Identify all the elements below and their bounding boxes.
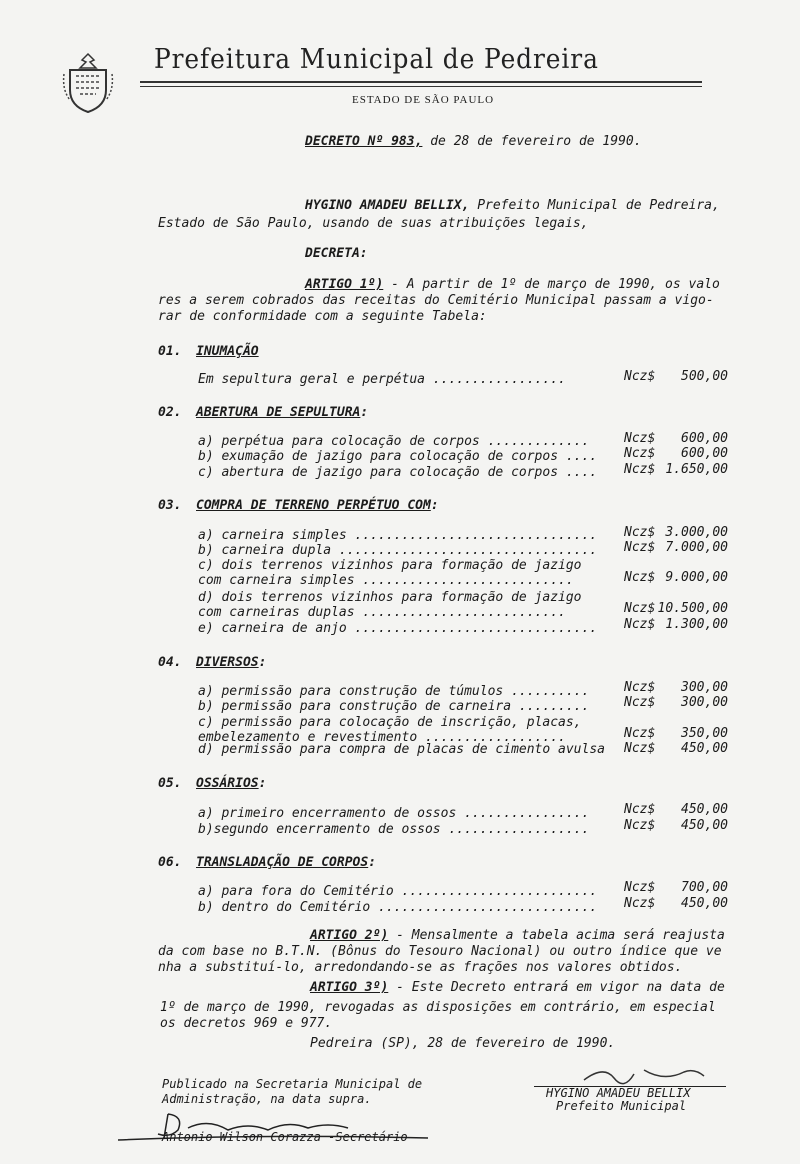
amount-value: 300,00 [681, 680, 728, 695]
currency-label: Ncz$ [624, 570, 656, 585]
section-title: DIVERSOS [196, 655, 259, 670]
currency-label: Ncz$ [624, 880, 656, 895]
table-row: a) para fora do Cemitério ......................... [198, 884, 598, 899]
currency-label: Ncz$ [624, 726, 656, 741]
title-rule [140, 81, 702, 83]
table-row: a) permissão para construção de túmulos .......... [198, 684, 590, 699]
amount-value: 600,00 [681, 431, 728, 446]
publication-line-1: Publicado na Secretaria Municipal de [162, 1077, 423, 1091]
intro-line-1 [305, 198, 720, 213]
place-date: Pedreira (SP), 28 de fevereiro de 1990. [310, 1036, 616, 1051]
artigo-3-line-2: 1º de março de 1990, revogadas as disposições em contrário, em especial [160, 1000, 716, 1015]
currency-label: Ncz$ [624, 446, 656, 461]
table-row: embelezamento e revestimento .................. [198, 730, 566, 745]
decreta-heading: DECRETA: [305, 246, 368, 261]
table-row: a) primeiro encerramento de ossos ................ [198, 806, 590, 821]
currency-label: Ncz$ [624, 525, 656, 540]
currency-label: Ncz$ [624, 540, 656, 555]
table-row: c) abertura de jazigo para colocação de corpos .... [198, 465, 598, 480]
table-row: Em sepultura geral e perpétua ................. [198, 372, 566, 387]
amount-value: 7.000,00 [665, 540, 728, 555]
artigo-3-line-1 [310, 980, 725, 995]
section-02-heading: 02. ABERTURA DE SEPULTURA: [158, 405, 369, 420]
mayor-name-signature: HYGINO AMADEU BELLIX [546, 1086, 691, 1100]
decree-number: DECRETO Nº 983, [305, 134, 423, 149]
intro-text: Prefeito Municipal de Pedreira, [477, 198, 720, 213]
amount-value: 500,00 [681, 369, 728, 384]
amount-value: 700,00 [681, 880, 728, 895]
section-number: 04. [158, 655, 182, 670]
table-row: c) permissão para colocação de inscrição, placas, [198, 715, 582, 730]
section-03-heading: 03. COMPRA DE TERRENO PERPÉTUO COM: [158, 498, 439, 513]
amount-value: 1.300,00 [665, 617, 728, 632]
currency-label: Ncz$ [624, 617, 656, 632]
mayor-role: Prefeito Municipal [556, 1099, 687, 1113]
decree-line [305, 134, 642, 149]
table-row: b) dentro do Cemitério ............................ [198, 900, 598, 915]
amount-value: 350,00 [681, 726, 728, 741]
title-rule-thin [140, 86, 702, 87]
amount-value: 10.500,00 [657, 601, 728, 616]
state-subtitle: ESTADO DE SÃO PAULO [352, 94, 495, 106]
amount-value: 450,00 [681, 741, 728, 756]
section-title: OSSÁRIOS [196, 776, 259, 791]
table-row: d) dois terrenos vizinhos para formação de jazigo [198, 590, 582, 605]
artigo-3-label: ARTIGO 3º) [310, 980, 389, 995]
table-row: e) carneira de anjo ............................... [198, 621, 598, 636]
currency-label: Ncz$ [624, 680, 656, 695]
section-title: ABERTURA DE SEPULTURA [196, 405, 361, 420]
artigo-2-line-1 [310, 928, 725, 943]
table-row: d) permissão para compra de placas de cimento avulsa [198, 742, 605, 757]
artigo-2-label: ARTIGO 2º) [310, 928, 389, 943]
section-05-heading: 05. OSSÁRIOS: [158, 776, 267, 791]
section-title: COMPRA DE TERRENO PERPÉTUO COM [196, 498, 431, 513]
table-row: com carneira simples ........................... [198, 573, 574, 588]
artigo-1-label: ARTIGO 1º) [305, 277, 384, 292]
artigo-3-line-3: os decretos 969 e 977. [160, 1016, 333, 1031]
currency-label: Ncz$ [624, 695, 656, 710]
section-number: 02. [158, 405, 182, 420]
artigo-1-line-2: res a serem cobrados das receitas do Cemitério Municipal passam a vigo- [158, 293, 714, 308]
artigo-2-line-2: da com base no B.T.N. (Bônus do Tesouro Nacional) ou outro índice que ve [158, 944, 722, 959]
artigo-3-text: - Este Decreto entrará em vigor na data de [396, 980, 725, 995]
amount-value: 9.000,00 [665, 570, 728, 585]
table-row: a) perpétua para colocação de corpos ............. [198, 434, 590, 449]
section-title: TRANSLADAÇÃO DE CORPOS [196, 855, 369, 870]
artigo-2-text: - Mensalmente a tabela acima será reajusta [396, 928, 725, 943]
table-row: c) dois terrenos vizinhos para formação de jazigo [198, 558, 582, 573]
amount-value: 1.650,00 [665, 462, 728, 477]
section-number: 01. [158, 344, 182, 359]
amount-value: 450,00 [681, 896, 728, 911]
table-row: a) carneira simples ............................... [198, 528, 598, 543]
mayor-name: HYGINO AMADEU BELLIX, [305, 198, 470, 213]
artigo-1-line-3: rar de conformidade com a seguinte Tabela: [158, 309, 487, 324]
currency-label: Ncz$ [624, 431, 656, 446]
table-row: com carneiras duplas .......................... [198, 605, 566, 620]
artigo-1-text: - A partir de 1º de março de 1990, os valo [391, 277, 720, 292]
currency-label: Ncz$ [624, 818, 656, 833]
currency-label: Ncz$ [624, 802, 656, 817]
currency-label: Ncz$ [624, 601, 656, 616]
amount-value: 450,00 [681, 802, 728, 817]
section-number: 03. [158, 498, 182, 513]
section-06-heading: 06. TRANSLADAÇÃO DE CORPOS: [158, 855, 377, 870]
section-title: INUMAÇÃO [196, 344, 259, 359]
currency-label: Ncz$ [624, 369, 656, 384]
decree-date: de 28 de fevereiro de 1990. [430, 134, 642, 149]
table-row: b) carneira dupla ................................. [198, 543, 598, 558]
section-number: 05. [158, 776, 182, 791]
table-row: b) permissão para construção de carneira ......... [198, 699, 590, 714]
table-row: b) exumação de jazigo para colocação de corpos .... [198, 449, 598, 464]
table-row: b)segundo encerramento de ossos .................. [198, 822, 590, 837]
section-number: 06. [158, 855, 182, 870]
secretary-name: Antonio Wilson Corazza -Secretário [162, 1130, 408, 1144]
section-01-heading [158, 344, 259, 359]
publication-line-2: Administração, na data supra. [162, 1092, 372, 1106]
amount-value: 600,00 [681, 446, 728, 461]
amount-value: 3.000,00 [665, 525, 728, 540]
section-04-heading: 04. DIVERSOS: [158, 655, 267, 670]
currency-label: Ncz$ [624, 741, 656, 756]
artigo-1-line-1 [305, 277, 720, 292]
currency-label: Ncz$ [624, 462, 656, 477]
amount-value: 450,00 [681, 818, 728, 833]
page-title: Prefeitura Municipal de Pedreira [154, 44, 599, 75]
coat-of-arms-icon [60, 50, 116, 114]
amount-value: 300,00 [681, 695, 728, 710]
artigo-2-line-3: nha a substituí-lo, arredondando-se as frações nos valores obtidos. [158, 960, 683, 975]
currency-label: Ncz$ [624, 896, 656, 911]
intro-line-2: Estado de São Paulo, usando de suas atribuições legais, [158, 216, 589, 231]
